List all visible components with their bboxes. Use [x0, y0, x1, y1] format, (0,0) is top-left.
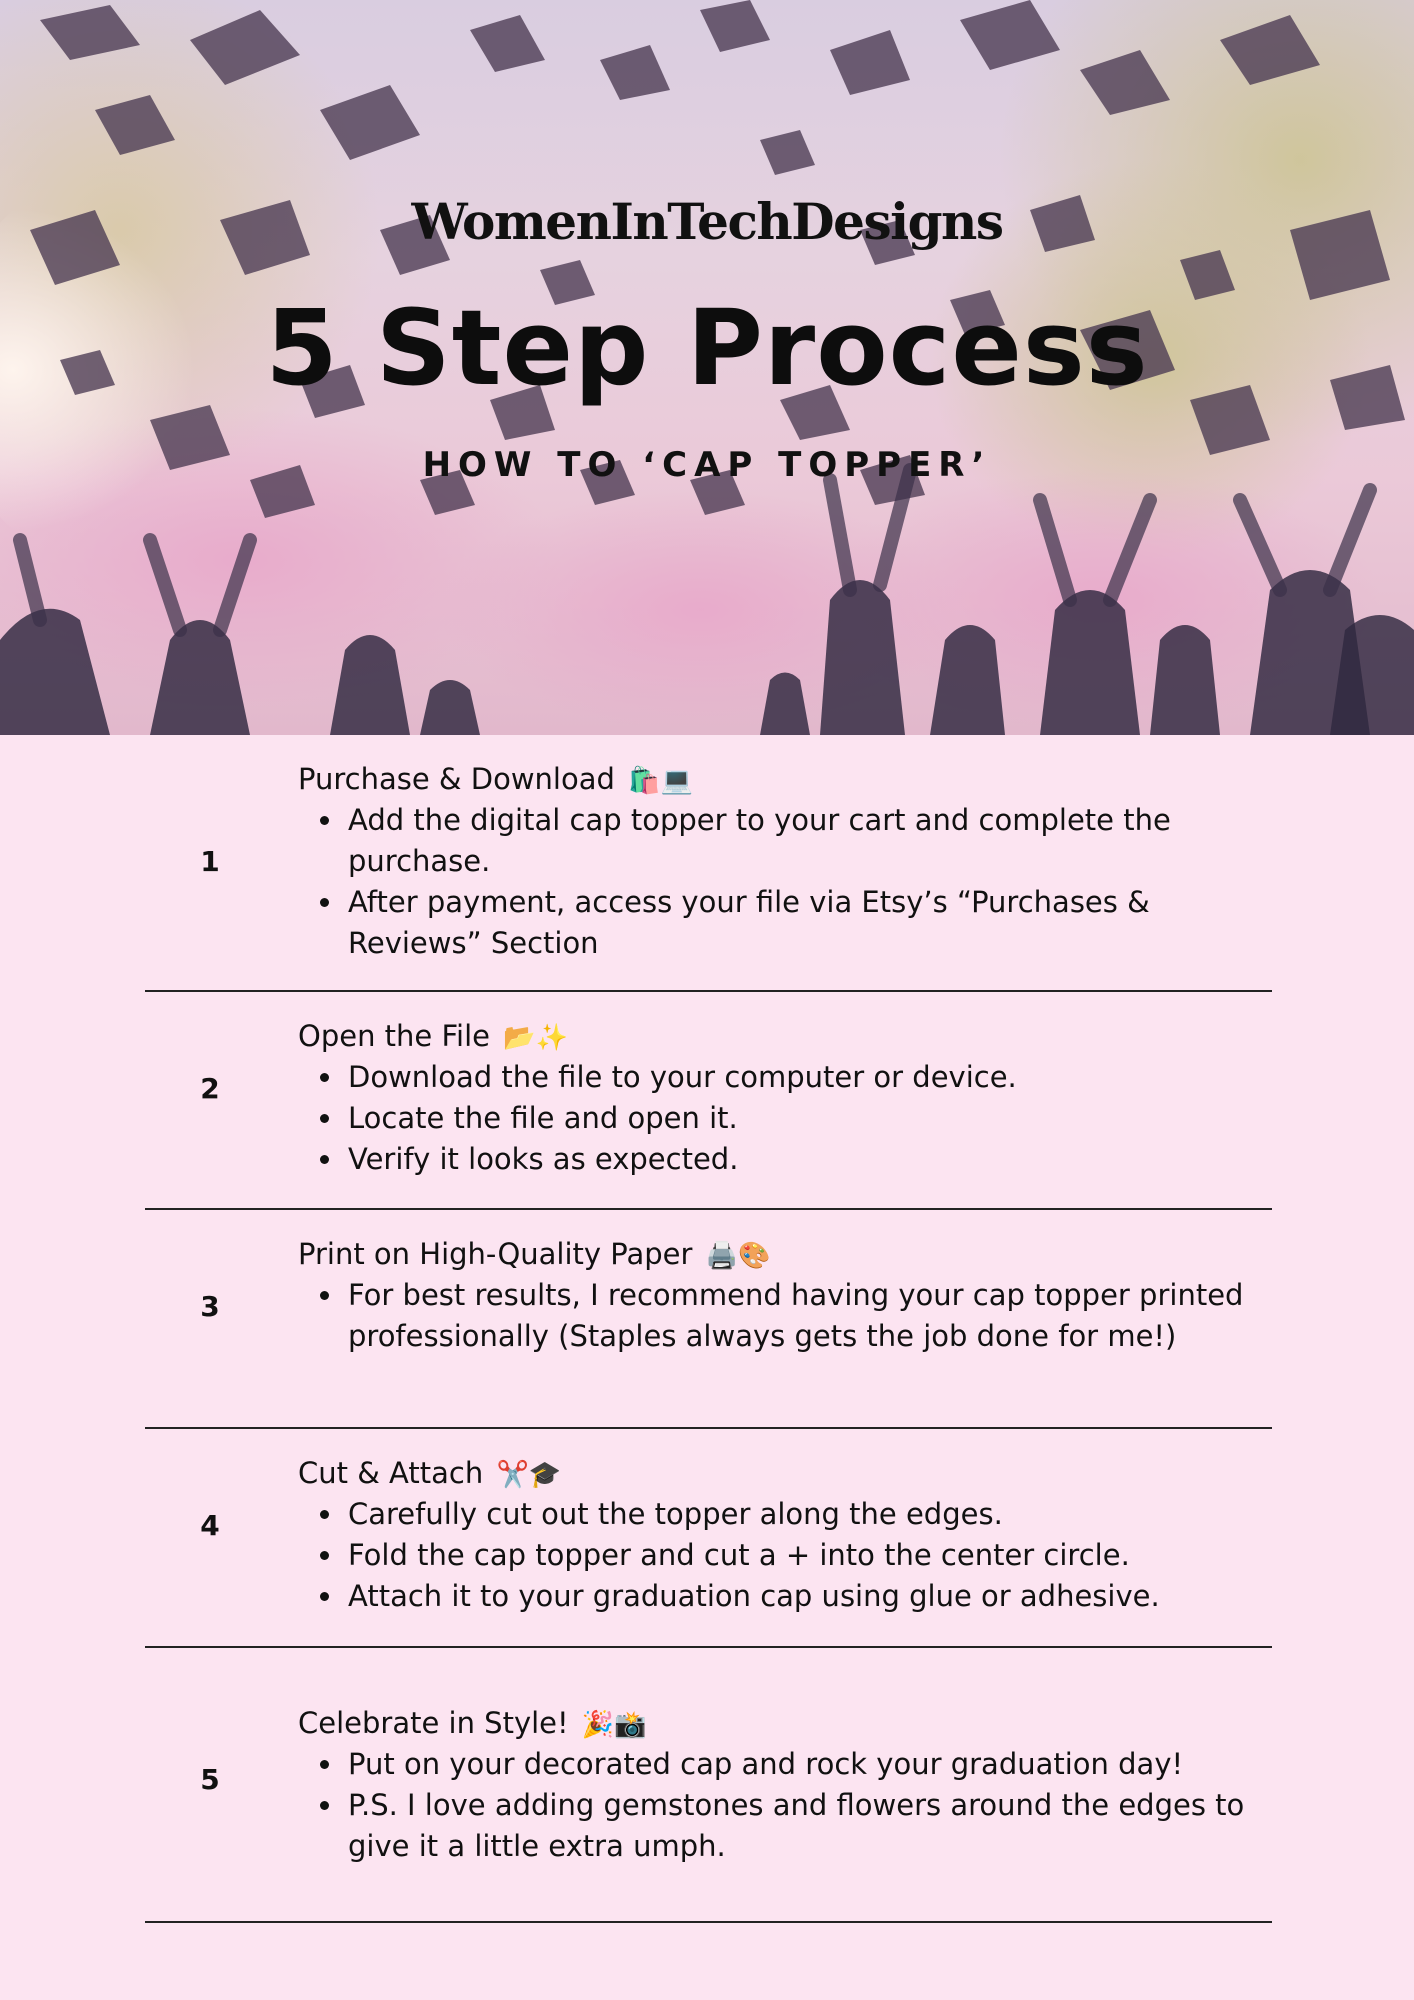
- step-bullets: [298, 1494, 1278, 1617]
- step-content: [298, 1234, 1278, 1357]
- bullet-item: P.S. I love adding gemstones and flowers around the edges to give it a little extra umph.: [348, 1785, 1278, 1867]
- scissors-grad-cap-icon: ✂️🎓: [496, 1460, 562, 1490]
- divider: [145, 1208, 1272, 1210]
- step-title-text: Print on High-Quality Paper: [298, 1237, 693, 1271]
- bullet-item: Download the file to your computer or device.: [348, 1057, 1278, 1098]
- step-bullets: [298, 800, 1278, 964]
- step-content: [298, 1016, 1278, 1180]
- bullet-item: Put on your decorated cap and rock your graduation day!: [348, 1744, 1278, 1785]
- step-content: [298, 759, 1278, 964]
- divider: [145, 990, 1272, 992]
- step-number: 2: [200, 1072, 220, 1105]
- step-bullets: [298, 1275, 1278, 1357]
- step-title: [298, 759, 1278, 800]
- divider: [145, 1427, 1272, 1429]
- folder-sparkles-icon: 📂✨: [503, 1023, 568, 1053]
- step-title: [298, 1703, 1278, 1744]
- bullet-item: Attach it to your graduation cap using glue or adhesive.: [348, 1576, 1278, 1617]
- bullet-item: After payment, access your file via Etsy’s “Purchases & Reviews” Section: [348, 882, 1278, 964]
- page-subtitle: HOW TO ‘CAP TOPPER’: [422, 445, 992, 485]
- shopping-bag-laptop-icon: 🛍️💻: [628, 766, 693, 796]
- divider: [145, 1921, 1272, 1923]
- step-title-text: Open the File: [298, 1019, 491, 1053]
- step-number: 1: [200, 845, 220, 878]
- step-content: [298, 1453, 1278, 1617]
- bullet-item: Add the digital cap topper to your cart and complete the purchase.: [348, 800, 1278, 882]
- bullet-item: Fold the cap topper and cut a + into the center circle.: [348, 1535, 1278, 1576]
- brand-name: WomenInTechDesigns: [411, 192, 1003, 251]
- step-title-text: Purchase & Download: [298, 762, 615, 796]
- printer-palette-icon: 🖨️🎨: [705, 1241, 771, 1271]
- hero-banner: [0, 0, 1414, 735]
- step-title-text: Celebrate in Style!: [298, 1706, 569, 1740]
- step-bullets: [298, 1744, 1278, 1867]
- step-bullets: [298, 1057, 1278, 1180]
- bullet-item: Verify it looks as expected.: [348, 1139, 1278, 1180]
- party-camera-icon: 🎉📸: [581, 1710, 647, 1740]
- step-title: [298, 1016, 1278, 1057]
- page-title: 5 Step Process: [265, 287, 1149, 409]
- bullet-item: Locate the file and open it.: [348, 1098, 1278, 1139]
- step-number: 4: [200, 1509, 220, 1542]
- step-title: [298, 1234, 1278, 1275]
- step-number: 3: [200, 1290, 220, 1323]
- step-title-text: Cut & Attach: [298, 1456, 484, 1490]
- bullet-item: Carefully cut out the topper along the edges.: [348, 1494, 1278, 1535]
- step-title: [298, 1453, 1278, 1494]
- bullet-item: For best results, I recommend having your cap topper printed professionally (Staples always gets the job done for me!): [348, 1275, 1278, 1357]
- step-number: 5: [200, 1763, 220, 1796]
- divider: [145, 1646, 1272, 1648]
- step-content: [298, 1703, 1278, 1867]
